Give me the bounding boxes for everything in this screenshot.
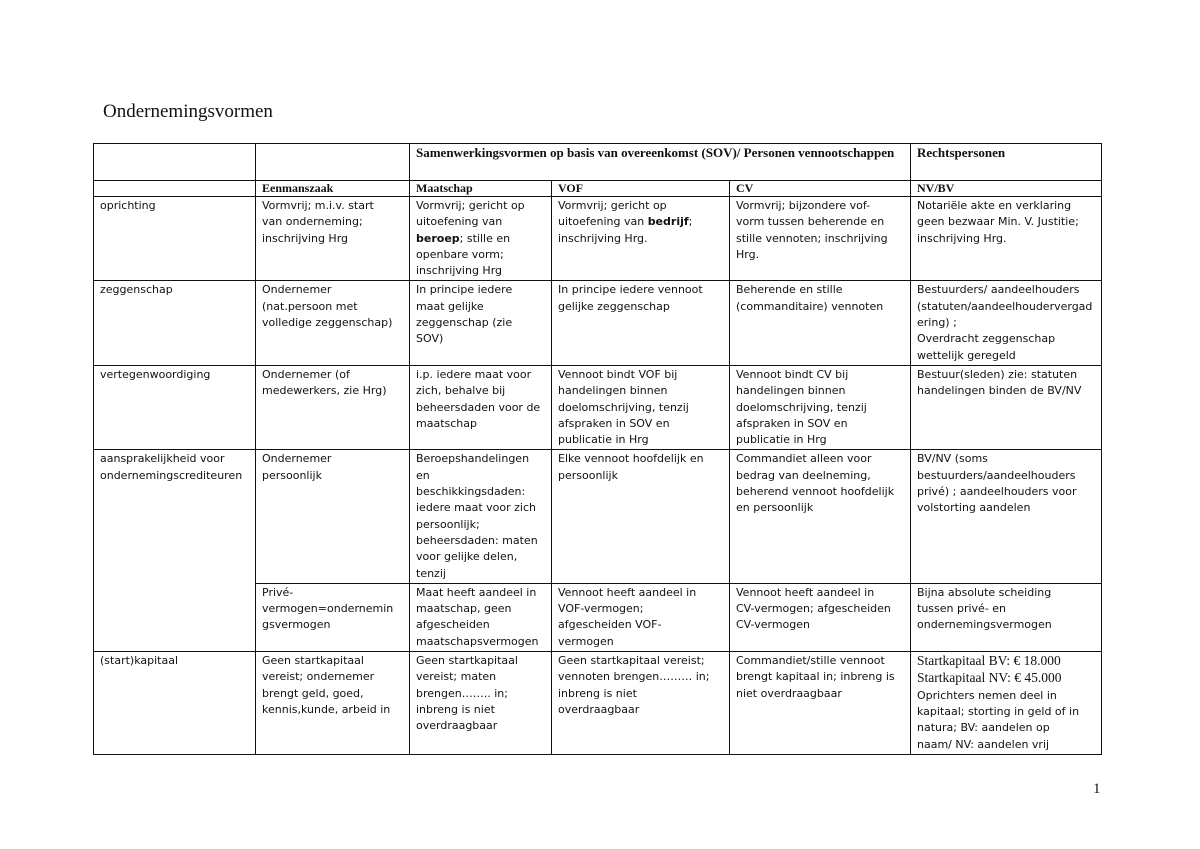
- cell-maatschap: [410, 197, 552, 281]
- table-row-aansprakelijkheid: [94, 450, 1102, 583]
- column-header-nvbv: NV/BV: [911, 181, 1102, 197]
- header-empty-cell: [94, 144, 256, 181]
- startkapitaal-text: Startkapitaal BV: € 18.000 Startkapitaal NV: € 45.000: [917, 653, 1062, 686]
- cell-text: Vormvrij; gericht op uitoefening van: [416, 199, 525, 229]
- cell-nvbv: Notariële akte en verklaring geen bezwaar Min. V. Justitie; inschrijving Hrg.: [911, 197, 1102, 281]
- row-label: (start)kapitaal: [94, 652, 256, 755]
- cell-nvbv: [911, 652, 1102, 755]
- company-forms-table: [93, 143, 1102, 755]
- column-header-cv: CV: [730, 181, 911, 197]
- cell-nvbv: BV/NV (soms bestuurders/aandeelhouders privé) ; aandeelhouders voor volstorting aandelen: [911, 450, 1102, 583]
- table-row-vertegenwoordiging: [94, 365, 1102, 449]
- header-sov: Samenwerkingsvormen op basis van overeenkomst (SOV)/ Personen vennootschappen: [410, 144, 911, 181]
- cell-cv: Commandiet alleen voor bedrag van deelneming, beherend vennoot hoofdelijk en persoonlijk: [730, 450, 911, 583]
- column-header-row: [94, 181, 1102, 197]
- cell-eenmanszaak: Geen startkapitaal vereist; ondernemer brengt geld, goed, kennis,kunde, arbeid in: [256, 652, 410, 755]
- cell-text: Oprichters nemen deel in kapitaal; storting in geld of in natura; BV: aandelen op naam/ NV: aandelen vrij: [917, 688, 1080, 751]
- header-rechtspersonen: Rechtspersonen: [911, 144, 1102, 181]
- column-header-vof: VOF: [552, 181, 730, 197]
- cell-maatschap: Geen startkapitaal vereist; maten brengen…….. in; inbreng is niet overdraagbaar: [410, 652, 552, 755]
- cell-maatschap: Beroepshandelingen en beschikkingsdaden: iedere maat voor zich persoonlijk; beheersdaden: maten voor gelijke delen, tenzij: [410, 450, 552, 583]
- cell-emphasis: bedrijf: [647, 215, 689, 229]
- column-header-eenmanszaak: Eenmanszaak: [256, 181, 410, 197]
- cell-vof: Geen startkapitaal vereist; vennoten brengen……… in; inbreng is niet overdraagbaar: [552, 652, 730, 755]
- header-empty-cell: [256, 144, 410, 181]
- cell-eenmanszaak: Vormvrij; m.i.v. start van onderneming; inschrijving Hrg: [256, 197, 410, 281]
- cell-maatschap: Maat heeft aandeel in maatschap, geen afgescheiden maatschapsvermogen: [410, 583, 552, 651]
- cell-emphasis: beroep: [416, 231, 460, 245]
- page-title: Ondernemingsvormen: [103, 101, 273, 122]
- cell-eenmanszaak: Ondernemer (nat.persoon met volledige zeggenschap): [256, 281, 410, 365]
- cell-cv: Vennoot bindt CV bij handelingen binnen doelomschrijving, tenzij afspraken in SOV en publicatie in Hrg: [730, 365, 911, 449]
- cell-nvbv: Bestuur(sleden) zie: statuten handelingen binden de BV/NV: [911, 365, 1102, 449]
- cell-maatschap: In principe iedere maat gelijke zeggenschap (zie SOV): [410, 281, 552, 365]
- table-row-kapitaal: [94, 652, 1102, 755]
- column-header-maatschap: Maatschap: [410, 181, 552, 197]
- cell-eenmanszaak: Privé- vermogen=ondernemin gsvermogen: [256, 583, 410, 651]
- cell-cv: Beherende en stille (commanditaire) vennoten: [730, 281, 911, 365]
- table-row-zeggenschap: [94, 281, 1102, 365]
- header-row: [94, 144, 1102, 181]
- page-number: 1: [1093, 781, 1101, 797]
- cell-nvbv: Bestuurders/ aandeelhouders (statuten/aandeelhoudervergad ering) ; Overdracht zeggenschap wettelijk geregeld: [911, 281, 1102, 365]
- cell-text: ; inschrijving Hrg.: [558, 215, 693, 245]
- row-label: aansprakelijkheid voor ondernemingscrediteuren: [94, 450, 256, 652]
- cell-vof: Vennoot heeft aandeel in VOF-vermogen; afgescheiden VOF- vermogen: [552, 583, 730, 651]
- cell-nvbv: Bijna absolute scheiding tussen privé- en ondernemingsvermogen: [911, 583, 1102, 651]
- cell-vof: In principe iedere vennoot gelijke zeggenschap: [552, 281, 730, 365]
- cell-vof: Elke vennoot hoofdelijk en persoonlijk: [552, 450, 730, 583]
- cell-cv: Vennoot heeft aandeel in CV-vermogen; afgescheiden CV-vermogen: [730, 583, 911, 651]
- header-empty-cell: [94, 181, 256, 197]
- cell-cv: Commandiet/stille vennoot brengt kapitaal in; inbreng is niet overdraagbaar: [730, 652, 911, 755]
- cell-text: Vormvrij; gericht op uitoefening van: [558, 199, 667, 229]
- cell-vof: Vennoot bindt VOF bij handelingen binnen doelomschrijving, tenzij afspraken in SOV en publicatie in Hrg: [552, 365, 730, 449]
- row-label: zeggenschap: [94, 281, 256, 365]
- row-label: oprichting: [94, 197, 256, 281]
- cell-maatschap: i.p. iedere maat voor zich, behalve bij beheersdaden voor de maatschap: [410, 365, 552, 449]
- cell-text: ; stille en openbare vorm; inschrijving Hrg: [416, 231, 511, 278]
- row-label: vertegenwoordiging: [94, 365, 256, 449]
- cell-vof: [552, 197, 730, 281]
- cell-eenmanszaak: Ondernemer persoonlijk: [256, 450, 410, 583]
- table-row-oprichting: [94, 197, 1102, 281]
- cell-eenmanszaak: Ondernemer (of medewerkers, zie Hrg): [256, 365, 410, 449]
- cell-cv: Vormvrij; bijzondere vof- vorm tussen beherende en stille vennoten; inschrijving Hrg.: [730, 197, 911, 281]
